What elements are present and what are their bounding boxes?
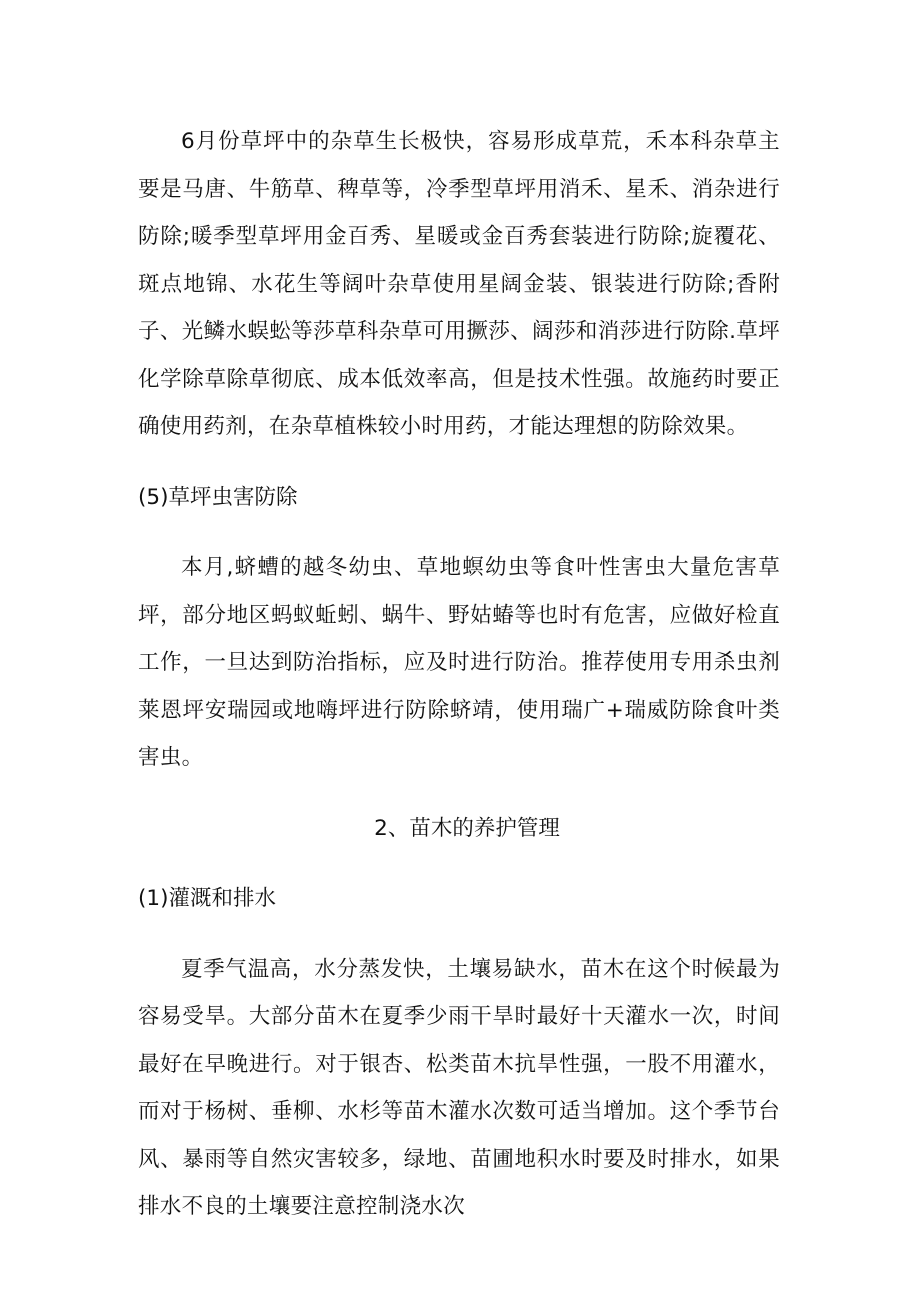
paragraph-irrigation: 夏季气温高，水分蒸发快，土壤易缺水，苗木在这个时候最为容易受旱。大部分苗木在夏季少雨干旱时最好十天灌水一次，时间最好在早晚进行。对于银杏、松类苗木抗旱性强，一股不用灌水，而对于杨树、垂柳、水杉等苗木灌水次数可适当增加。这个季节台风、暴雨等自然灾害较多，绿地、苗圃地积水时要及时排水，如果排水不良的土壤要注意控制浇水次	[138, 956, 780, 1219]
spacer	[138, 782, 780, 805]
heading-irrigation-drainage: (1)灌溉和排水	[138, 886, 276, 911]
spacer	[138, 451, 780, 474]
spacer	[138, 521, 780, 544]
document-body	[138, 118, 780, 1231]
spacer	[138, 852, 780, 875]
section-title-seedling-care: 2、苗木的养护管理	[374, 815, 560, 841]
paragraph-weed-control: 6月份草坪中的杂草生长极快，容易形成草荒，禾本科杂草主要是马唐、牛筋草、稗草等，冷季型草坪用消禾、星禾、消杂进行防除;暖季型草坪用金百秀、星暖或金百秀套装进行防除;旋覆花、斑点地锦、水花生等阔叶杂草使用星阔金装、银装进行防除;香附子、光鳞水蜈蚣等莎草科杂草可用撅莎、阔莎和消莎进行防除.草坪化学除草除草彻底、成本低效率高，但是技术性强。故施药时要正确使用药剂，在杂草植株较小时用药，才能达理想的防除效果。	[138, 129, 780, 439]
heading-lawn-pest-control: (5)草坪虫害防除	[138, 484, 298, 510]
spacer	[138, 923, 780, 946]
paragraph-pest-control: 本月,蛴螬的越冬幼虫、草地螟幼虫等食叶性害虫大量危害草坪，部分地区蚂蚁蚯蚓、蜗牛、野姑蝽等也时有危害，应做好检直工作，一旦达到防治指标，应及时进行防治。推荐使用专用杀虫剂莱恩坪安瑞园或地嗨坪进行防除蛴靖，使用瑞广+瑞威防除食叶类害虫。	[138, 555, 780, 770]
